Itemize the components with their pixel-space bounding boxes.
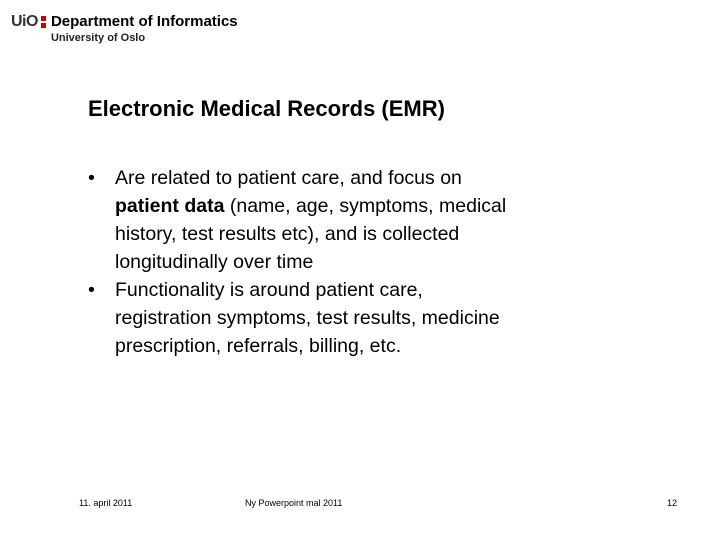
bullet-line: [115, 164, 705, 192]
bullet-line: [115, 192, 705, 220]
footer-date: 11. april 2011: [79, 498, 133, 508]
bullet-text: Are related to patient care, and focus on: [115, 167, 462, 189]
bullet-line: [115, 276, 705, 304]
bullet-icon: •: [88, 279, 95, 301]
logo-uio-text: UiO: [11, 13, 38, 30]
footer-title: Ny Powerpoint mal 2011: [245, 498, 343, 508]
department-name: Department of Informatics: [50, 13, 238, 30]
uio-logo: [11, 12, 238, 45]
bullet-text: prescription, referrals, billing, etc.: [115, 335, 402, 357]
bullet-text: Functionality is around patient care,: [115, 279, 423, 301]
university-name: University of Oslo: [50, 32, 146, 44]
logo-colon-icon: [41, 12, 46, 32]
bullet-line: [115, 332, 705, 360]
bullet-line: [115, 220, 705, 248]
bullet-list: [88, 164, 705, 360]
bullet-icon: •: [88, 167, 95, 189]
bullet-line: [115, 248, 705, 276]
bullet-bold-text: patient data: [115, 195, 225, 217]
bullet-item: [88, 164, 705, 276]
bullet-text: history, test results etc), and is collected: [115, 223, 460, 245]
bullet-text: registration symptoms, test results, medicine: [115, 307, 500, 329]
bullet-item: [88, 276, 705, 360]
logo-text-block: [51, 12, 238, 45]
bullet-text: (name, age, symptoms, medical: [224, 195, 507, 217]
page-number: 12: [667, 498, 678, 508]
bullet-text: longitudinally over time: [115, 251, 314, 273]
bullet-line: [115, 304, 705, 332]
slide-title: Electronic Medical Records (EMR): [88, 96, 445, 121]
